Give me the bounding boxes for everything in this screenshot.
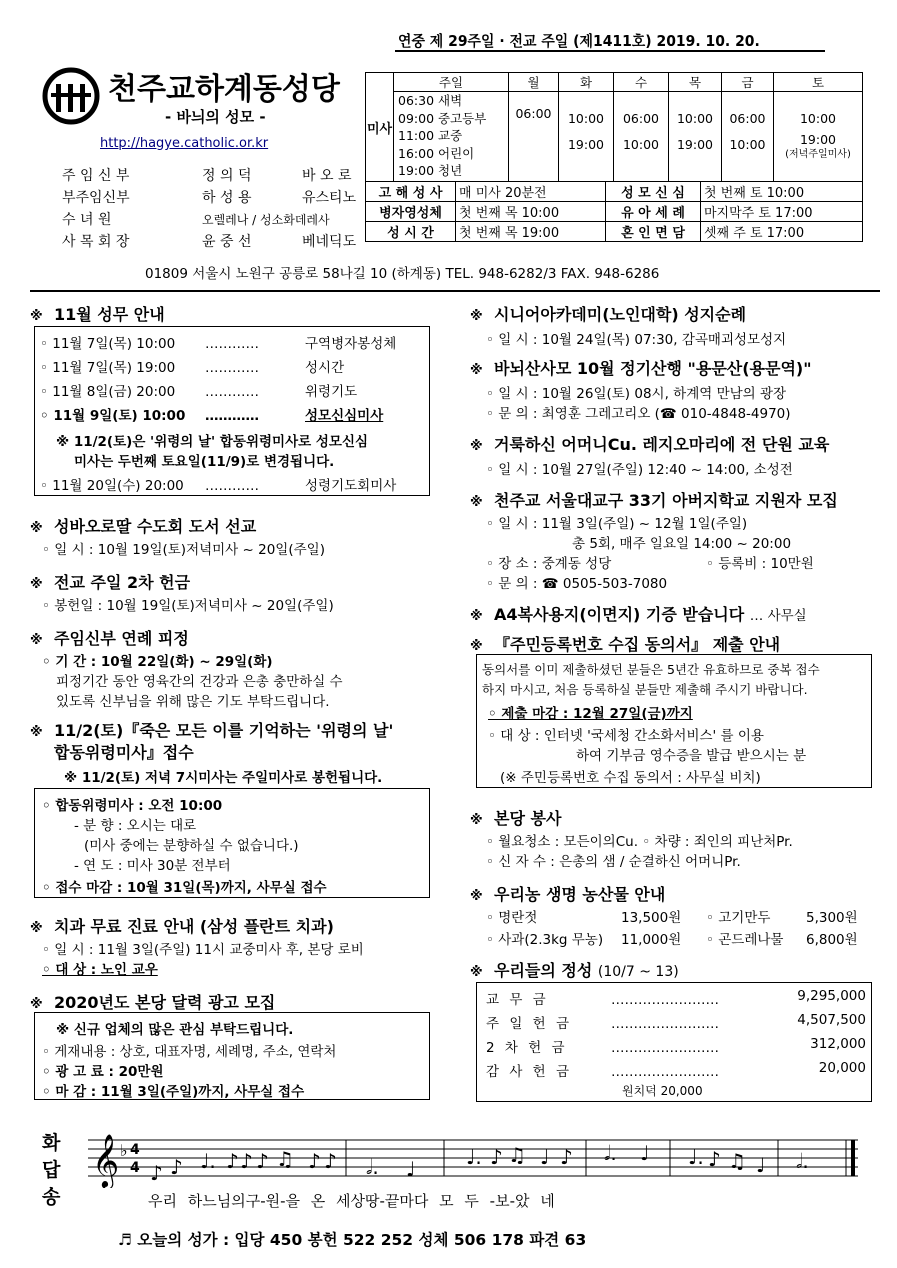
svg-text:♩: ♩: [406, 1157, 416, 1181]
list-item: ◦ 11월 7일(목) 10:00 ………… 구역병자봉성체: [40, 336, 397, 352]
text-line: 총 5회, 매주 일요일 14:00 ~ 20:00: [572, 536, 792, 552]
section-serve: ※ 본당 봉사: [470, 809, 562, 828]
svg-text:♩.: ♩.: [466, 1145, 482, 1169]
list-item: ◦ 문 의 : ☎ 0505-503-7080: [486, 576, 668, 592]
text-line: 동의서를 이미 제출하셨던 분들은 5년간 유효하므로 중복 접수: [482, 662, 820, 677]
list-item: ◦ 합동위령미사 : 오전 10:00: [42, 798, 223, 814]
svg-text:♩.: ♩.: [200, 1149, 216, 1173]
svg-text:♪: ♪: [308, 1149, 321, 1173]
offering-row: 교 무 금 …………………… 9,295,000: [486, 988, 866, 1008]
text-line: (미사 중에는 분향하실 수 없습니다.): [84, 838, 299, 854]
list-item: ◦ 일 시 : 10월 24일(목) 07:30, 감곡매괴성모성지: [486, 332, 787, 348]
services-table: 고 해 성 사 매 미사 20분전 성 모 신 심 첫 번째 토 10:00 병자영성체 첫 번째 목 10:00 유 아 세 례 마지막주 토 17:00 성 시 간 첫 번째 목 19:00 혼 인 면 담 셋째 주 토 17:00: [365, 181, 863, 242]
list-item: ◦ 장 소 : 중계동 성당 ◦ 등록비 : 10만원: [486, 556, 814, 572]
list-item: ◦ 일 시 : 10월 27일(주일) 12:40 ~ 14:00, 소성전: [486, 462, 793, 478]
header-divider: [30, 290, 880, 292]
svg-text:♪: ♪: [490, 1145, 503, 1169]
note: ※ 11/2(토) 저녁 7시미사는 주일미사로 봉헌됩니다.: [64, 770, 383, 786]
note: 미사는 두번째 토요일(11/9)로 변경됩니다.: [74, 454, 335, 470]
section-books: ※ 성바오로딸 수도회 도서 선교: [30, 517, 257, 536]
list-item: ◦ 제출 마감 : 12월 27일(금)까지: [488, 706, 693, 722]
list-item: ◦ 명란젓 13,500원 ◦ 고기만두 5,300원: [486, 910, 858, 926]
svg-text:♩: ♩: [640, 1141, 650, 1165]
svg-text:♪: ♪: [324, 1149, 337, 1173]
list-item: ◦ 11월 9일(토) 10:00 ………… 성모신심미사: [40, 408, 384, 424]
text-line: 하지 마시고, 처음 등록하실 분들만 제출해 주시기 바랍니다.: [482, 682, 808, 697]
todays-hymns: ♬ 오늘의 성가 : 입당 450 봉헌 522 252 성체 506 178 파견 63: [118, 1231, 587, 1249]
text-line: - 분 향 : 오시는 대로: [74, 818, 197, 834]
section-a4: ※ A4복사용지(이면지) 기증 받습니다 … 사무실: [470, 605, 807, 624]
section-requiem: ※ 11/2(토)『죽은 모든 이를 기억하는 '위령의 날': [30, 721, 394, 740]
address-line: 01809 서울시 노원구 공릉로 58나길 10 (하계동) TEL. 948-6282/3 FAX. 948-6286: [145, 266, 660, 282]
section-offering: ※ 우리들의 정성 (10/7 ~ 13): [470, 961, 679, 980]
list-item: ◦ 11월 7일(목) 19:00 ………… 성시간: [40, 360, 345, 376]
svg-text:𝄞: 𝄞: [92, 1133, 120, 1187]
svg-text:♪: ♪: [256, 1149, 269, 1173]
list-item: ◦ 11월 20일(수) 20:00 ………… 성령기도회미사: [40, 478, 397, 494]
list-item: ◦ 대 상 : 노인 교우: [42, 962, 158, 978]
list-item: ◦ 일 시 : 10월 26일(토) 08시, 하계역 만남의 광장: [486, 386, 787, 402]
section-consent: ※ 『주민등록번호 수집 동의서』 제출 안내: [470, 635, 781, 654]
staff-row: 부주임신부 하 성 용 유스티노: [62, 190, 357, 206]
section-collection: ※ 전교 주일 2차 헌금: [30, 573, 191, 592]
mass-label: 미사: [366, 73, 394, 182]
list-item: ◦ 일 시 : 11월 3일(주일) ~ 12월 1일(주일): [486, 516, 748, 532]
song-label: 화 답 송: [42, 1132, 61, 1208]
svg-text:♪: ♪: [708, 1147, 721, 1171]
list-item: ◦ 기 간 : 10월 22일(화) ~ 29일(화): [42, 654, 273, 670]
svg-text:𝅗𝅥.: 𝅗𝅥.: [604, 1141, 617, 1165]
text-line: 있도록 신부님을 위해 많은 기도 부탁드립니다.: [56, 694, 330, 710]
text-line: (※ 주민등록번호 수집 동의서 : 사무실 비치): [500, 770, 761, 786]
section-retreat: ※ 주임신부 연례 피정: [30, 629, 189, 648]
song-lyrics: 우리 하느님의구-원-을 온 세상땅-끝마다 모 두 -보-았 네: [148, 1192, 555, 1210]
svg-text:♫: ♫: [728, 1149, 746, 1173]
note: ※ 11/2(토)은 '위령의 날' 합동위령미사로 성모신심: [56, 434, 369, 450]
svg-text:♫: ♫: [508, 1143, 526, 1167]
list-item: ◦ 광 고 료 : 20만원: [42, 1064, 164, 1080]
svg-text:♫: ♫: [276, 1147, 294, 1171]
list-item: ◦ 일 시 : 11월 3일(주일) 11시 교중미사 후, 본당 로비: [42, 942, 364, 958]
music-staff: [88, 1128, 868, 1188]
issue-line: 연중 제 29주일 · 전교 주일 (제1411호) 2019. 10. 20.: [398, 32, 760, 50]
list-item: ◦ 게재내용 : 상호, 대표자명, 세례명, 주소, 연락처: [42, 1044, 337, 1060]
offering-row: 감 사 헌 금 …………………… 20,000: [486, 1060, 866, 1080]
mass-schedule-table: 미사 주일 월 화 수 목 금 토 06:30 새벽 09:00 중고등부 11:00 교중 16:00 어린이 19:00 청년 06:00 10:00 19:00 06:00 10:00 10:00 19:00 06:00 10:00 10:00 19:00 (저녁주일미사): [365, 72, 863, 182]
section-november: ※ 11월 성무 안내: [30, 305, 165, 324]
text-line: - 연 도 : 미사 30분 전부터: [74, 858, 231, 874]
section-hiking: ※ 바뇌산사모 10월 정기산행 "용문산(용문역)": [470, 359, 812, 378]
svg-text:♪: ♪: [226, 1149, 239, 1173]
offering-row: 2 차 헌 금 …………………… 312,000: [486, 1036, 866, 1056]
svg-text:♪: ♪: [240, 1149, 253, 1173]
section-legio: ※ 거룩하신 어머니Cu. 레지오마리에 전 단원 교육: [470, 435, 830, 454]
list-item: ◦ 봉헌일 : 10월 19일(토)저녁미사 ~ 20일(주일): [42, 598, 334, 614]
svg-text:♭: ♭: [120, 1141, 128, 1160]
section-requiem-2: 합동위령미사』접수: [54, 743, 194, 762]
svg-text:♪: ♪: [170, 1155, 183, 1179]
text-line: 하여 기부금 영수증을 발급 받으시는 분: [576, 748, 807, 764]
svg-text:4: 4: [130, 1160, 140, 1176]
section-dental: ※ 치과 무료 진료 안내 (삼성 플란트 치과): [30, 917, 334, 936]
donation-note: 원치덕 20,000: [622, 1084, 703, 1098]
note: ※ 신규 업체의 많은 관심 부탁드립니다.: [56, 1022, 294, 1038]
list-item: ◦ 월요청소 : 모든이의Cu. ◦ 차량 : 죄인의 피난처Pr.: [486, 834, 793, 850]
section-farm: ※ 우리농 생명 농산물 안내: [470, 885, 666, 904]
svg-text:♩.: ♩.: [688, 1145, 704, 1169]
section-calendar: ※ 2020년도 본당 달력 광고 모집: [30, 993, 276, 1012]
svg-text:♪: ♪: [150, 1161, 163, 1185]
section-senior: ※ 시니어아카데미(노인대학) 성지순례: [470, 305, 747, 324]
list-item: ◦ 일 시 : 10월 19일(토)저녁미사 ~ 20일(주일): [42, 542, 325, 558]
parish-motto: - 바늬의 성모 -: [165, 108, 266, 126]
svg-text:4: 4: [130, 1142, 140, 1158]
list-item: ◦ 11월 8일(금) 20:00 ………… 위령기도: [40, 384, 358, 400]
list-item: ◦ 마 감 : 11월 3일(주일)까지, 사무실 접수: [42, 1084, 305, 1100]
list-item: ◦ 문 의 : 최영훈 그레고리오 (☎ 010-4848-4970): [486, 406, 791, 422]
offering-row: 주 일 헌 금 …………………… 4,507,500: [486, 1012, 866, 1032]
svg-text:♩: ♩: [756, 1153, 766, 1177]
text-line: 피정기간 동안 영육간의 건강과 은총 충만하실 수: [56, 674, 343, 690]
svg-text:♪: ♪: [560, 1145, 573, 1169]
svg-text:𝅗𝅥.: 𝅗𝅥.: [796, 1149, 809, 1173]
list-item: ◦ 사과(2.3kg 무농) 11,000원 ◦ 곤드레나물 6,800원: [486, 932, 858, 948]
section-father-school: ※ 천주교 서울대교구 33기 아버지학교 지원자 모집: [470, 491, 838, 510]
staff-row: 수 녀 원 오렐레나 / 성소화데레사: [62, 212, 330, 228]
parish-logo: [42, 67, 100, 125]
parish-url[interactable]: http://hagye.catholic.or.kr: [100, 136, 269, 151]
staff-row: 사 목 회 장 윤 중 선 베네딕도: [62, 234, 357, 250]
list-item: ◦ 접수 마감 : 10월 31일(목)까지, 사무실 접수: [42, 880, 327, 896]
parish-name: 천주교하계동성당: [108, 72, 340, 107]
list-item: ◦ 신 자 수 : 은총의 샘 / 순결하신 어머니Pr.: [486, 854, 741, 870]
svg-text:𝅗𝅥.: 𝅗𝅥.: [366, 1155, 379, 1179]
staff-row: 주 임 신 부 정 의 덕 바 오 로: [62, 168, 352, 184]
svg-text:♩: ♩: [540, 1145, 550, 1169]
issue-underline: [395, 50, 825, 52]
list-item: ◦ 대 상 : 인터넷 '국세청 간소화서비스' 를 이용: [488, 728, 764, 744]
staff-list: [62, 165, 356, 253]
